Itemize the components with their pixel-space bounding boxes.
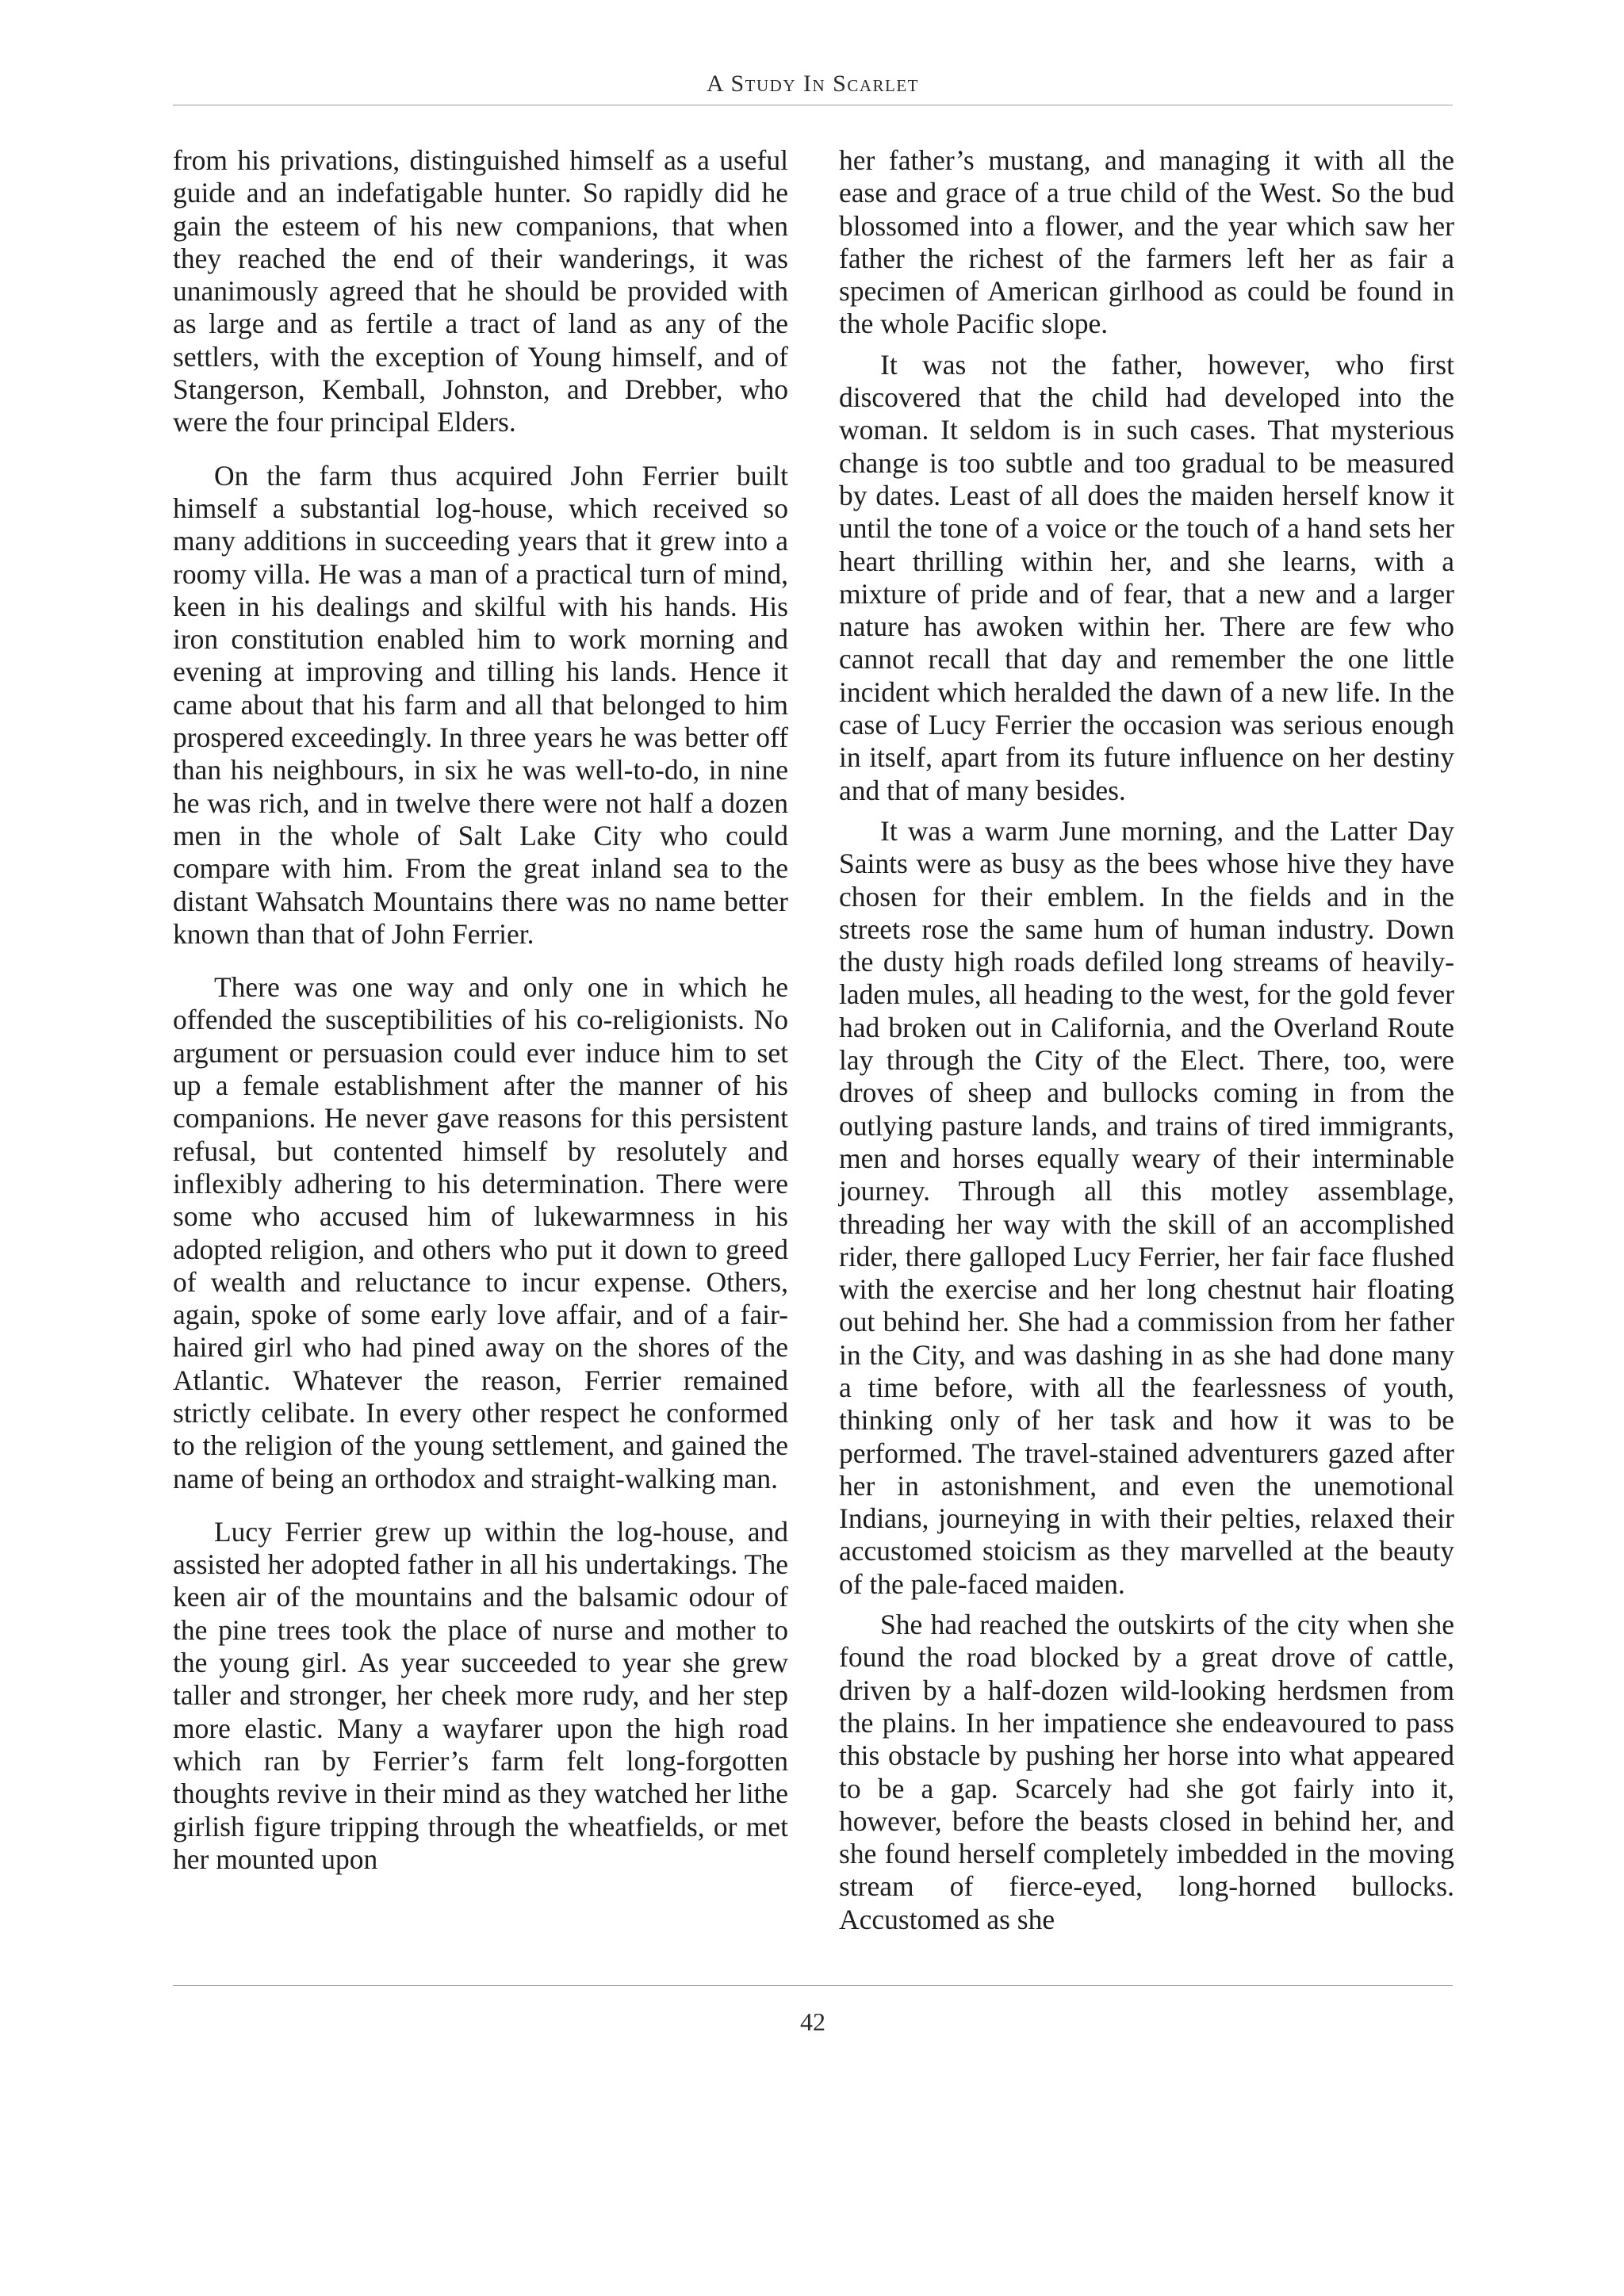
paragraph-june-morning: It was a warm June morning, and the Latter Day Saints were as busy as the bees whose hive they have chosen for their emblem. In the fields and in the streets rose the same hum of human industry. Down the dusty high roads defiled long streams of heavily-laden mules, all heading to the west, for the gold fever had broken out in California, and the Overland Route lay through the City of the Elect. There, too, were droves of sheep and bullocks coming in from the outlying pasture lands, and trains of tired immigrants, men and horses equally weary of their interminable journey. Through all this motley assemblage, threading her way with the skill of an accomplished rider, there galloped Lucy Ferrier, her fair face flushed with the exercise and her long chestnut hair floating out behind her. She had a commission from her father in the City, and was dashing in as she had done many a time before, with all the fearlessness of youth, thinking only of her task and how it was to be performed. The travel-stained adventurers gazed after her in astonishment, and even the unemotional Indians, journeying in with their pelties, relaxed their accustomed stoicism as they marvelled at the beauty of the pale-faced maiden. xyxy=(839,814,1454,1600)
paragraph-mustang: her father’s mustang, and managing it with all the ease and grace of a true child of the West. So the bud blossomed into a flower, and the year which saw her father the richest of the farmers left her as fair a specimen of American girlhood as could be found in the whole Pacific slope. xyxy=(839,144,1454,340)
page-number: 42 xyxy=(800,2007,825,2036)
paragraph-cattle: She had reached the outskirts of the city when she found the road blocked by a great drove of cattle, driven by a half-dozen wild-looking herdsmen from the plains. In her impatience she endeavoured to pass this obstacle by pushing her horse into what appeared to be a gap. Scarcely had she got fairly into it, however, before the beasts closed in behind her, and she found herself completely imbedded in the moving stream of fierce-eyed, long-horned bullocks. Accustomed as she xyxy=(839,1609,1454,1935)
right-column xyxy=(839,144,1454,1936)
left-column xyxy=(173,144,788,1876)
paragraph-lucy: Lucy Ferrier grew up within the log-house, and assisted her adopted father in all his undertakings. The keen air of the mountains and the balsamic odour of the pine trees took the place of nurse and mother to the young girl. As year succeeded to year she grew taller and stronger, her cheek more rudy, and her step more elastic. Many a wayfarer upon the high road which ran by Ferrier’s farm felt long-forgotten thoughts revive in their mind as they watched her lithe girlish figure tripping through the wheatfields, or met her mounted upon xyxy=(173,1515,788,1875)
paragraph-continued: from his privations, distinguished himself as a useful guide and an indefatigable hunter. So rapidly did he gain the esteem of his new companions, that when they reached the end of their wanderings, it was unanimously agreed that he should be provided with as large and as fertile a tract of land as any of the settlers, with the exception of Young himself, and of Stangerson, Kemball, Johnston, and Drebber, who were the four principal Elders. xyxy=(173,144,788,438)
paragraph-woman: It was not the father, however, who first discovered that the child had developed into the woman. It seldom is in such cases. That mysterious change is too subtle and too gradual to be measured by dates. Least of all does the maiden herself know it until the tone of a voice or the touch of a hand sets her heart thrilling within her, and she learns, with a mixture of pride and of fear, that a new and a larger nature has awoken within her. There are few who cannot recall that day and remember the one little incident which heralded the dawn of a new life. In the case of Lucy Ferrier the occasion was serious enough in itself, apart from its future influence on her destiny and that of many besides. xyxy=(839,348,1454,806)
footer-divider xyxy=(173,1985,1453,1986)
paragraph-farm: On the farm thus acquired John Ferrier built himself a substantial log-house, which received so many additions in succeeding years that it grew into a roomy villa. He was a man of a practical turn of mind, keen in his dealings and skilful with his hands. His iron constitution enabled him to work morning and evening at improving and tilling his lands. Hence it came about that his farm and all that belonged to him prospered exceedingly. In three years he was better off than his neighbours, in six he was well-to-do, in nine he was rich, and in twelve there were not half a dozen men in the whole of Salt Lake City who could compare with him. From the great inland sea to the distant Wahsatch Mountains there was no name better known than that of John Ferrier. xyxy=(173,459,788,950)
paragraph-celibate: There was one way and only one in which he offended the susceptibilities of his co-religionists. No argument or persuasion could ever induce him to set up a female establishment after the manner of his companions. He never gave reasons for this persistent refusal, but contented himself by resolutely and inflexibly adhering to his determination. There were some who accused him of lukewarmness in his adopted religion, and others who put it down to greed of wealth and reluctance to incur expense. Others, again, spoke of some early love affair, and of a fair-haired girl who had pined away on the shores of the Atlantic. Whatever the reason, Ferrier remained strictly celibate. In every other respect he conformed to the religion of the young settlement, and gained the name of being an orthodox and straight-walking man. xyxy=(173,971,788,1494)
book-title: A Study In Scarlet xyxy=(706,71,920,97)
